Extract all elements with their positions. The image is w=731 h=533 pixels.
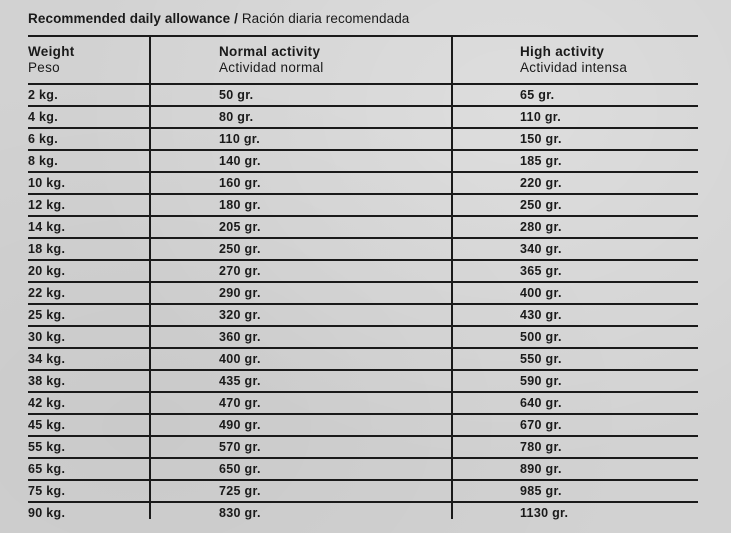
cell-normal-activity: 250 gr. (219, 242, 261, 256)
table-row (28, 261, 698, 283)
table-row (28, 195, 698, 217)
cell-normal-activity: 490 gr. (219, 418, 261, 432)
table-row (28, 415, 698, 437)
table-row (28, 129, 698, 151)
cell-normal-activity: 360 gr. (219, 330, 261, 344)
table-header (28, 37, 698, 85)
cell-weight: 90 kg. (28, 506, 66, 520)
table-row (28, 283, 698, 305)
cell-high-activity: 400 gr. (520, 286, 562, 300)
cell-weight: 18 kg. (28, 242, 66, 256)
table-row (28, 173, 698, 195)
header-weight (28, 44, 75, 76)
cell-weight: 8 kg. (28, 154, 58, 168)
table-title-english: Recommended daily allowance / (28, 11, 238, 26)
cell-high-activity: 550 gr. (520, 352, 562, 366)
cell-high-activity: 185 gr. (520, 154, 562, 168)
cell-normal-activity: 470 gr. (219, 396, 261, 410)
table-title (28, 11, 409, 26)
header-normal-activity (219, 44, 324, 76)
header-normal-english: Normal activity (219, 44, 321, 59)
table-body (28, 85, 698, 523)
cell-high-activity: 65 gr. (520, 88, 555, 102)
cell-weight: 30 kg. (28, 330, 66, 344)
header-high-english: High activity (520, 44, 605, 59)
table-row (28, 437, 698, 459)
table-row (28, 327, 698, 349)
table-row (28, 151, 698, 173)
table-row (28, 459, 698, 481)
cell-normal-activity: 80 gr. (219, 110, 254, 124)
table-row (28, 371, 698, 393)
table-row (28, 217, 698, 239)
cell-weight: 75 kg. (28, 484, 66, 498)
cell-high-activity: 780 gr. (520, 440, 562, 454)
cell-high-activity: 365 gr. (520, 264, 562, 278)
cell-weight: 10 kg. (28, 176, 66, 190)
cell-normal-activity: 725 gr. (219, 484, 261, 498)
cell-weight: 22 kg. (28, 286, 66, 300)
cell-high-activity: 640 gr. (520, 396, 562, 410)
header-high-activity (520, 44, 627, 76)
cell-high-activity: 220 gr. (520, 176, 562, 190)
table-row (28, 239, 698, 261)
table-row (28, 107, 698, 129)
cell-weight: 6 kg. (28, 132, 58, 146)
cell-high-activity: 280 gr. (520, 220, 562, 234)
cell-normal-activity: 320 gr. (219, 308, 261, 322)
cell-high-activity: 430 gr. (520, 308, 562, 322)
cell-normal-activity: 110 gr. (219, 132, 261, 146)
cell-high-activity: 110 gr. (520, 110, 562, 124)
header-weight-spanish: Peso (28, 60, 60, 75)
cell-weight: 38 kg. (28, 374, 66, 388)
cell-weight: 4 kg. (28, 110, 58, 124)
cell-normal-activity: 400 gr. (219, 352, 261, 366)
cell-normal-activity: 270 gr. (219, 264, 261, 278)
cell-normal-activity: 180 gr. (219, 198, 261, 212)
allowance-table (28, 35, 698, 523)
header-weight-english: Weight (28, 44, 75, 59)
table-row (28, 349, 698, 371)
cell-weight: 12 kg. (28, 198, 66, 212)
table-row (28, 305, 698, 327)
cell-weight: 42 kg. (28, 396, 66, 410)
cell-normal-activity: 205 gr. (219, 220, 261, 234)
cell-weight: 14 kg. (28, 220, 66, 234)
table-row (28, 85, 698, 107)
cell-weight: 20 kg. (28, 264, 66, 278)
table-row (28, 503, 698, 523)
cell-normal-activity: 650 gr. (219, 462, 261, 476)
table-title-spanish: Ración diaria recomendada (237, 11, 410, 26)
cell-high-activity: 1130 gr. (520, 506, 569, 520)
cell-high-activity: 590 gr. (520, 374, 562, 388)
cell-normal-activity: 160 gr. (219, 176, 261, 190)
cell-high-activity: 985 gr. (520, 484, 562, 498)
cell-weight: 2 kg. (28, 88, 58, 102)
cell-high-activity: 500 gr. (520, 330, 562, 344)
table-row (28, 393, 698, 415)
cell-high-activity: 150 gr. (520, 132, 562, 146)
header-high-spanish: Actividad intensa (520, 60, 628, 75)
cell-normal-activity: 290 gr. (219, 286, 261, 300)
cell-weight: 45 kg. (28, 418, 66, 432)
cell-weight: 55 kg. (28, 440, 66, 454)
cell-normal-activity: 570 gr. (219, 440, 261, 454)
cell-normal-activity: 830 gr. (219, 506, 261, 520)
cell-high-activity: 890 gr. (520, 462, 562, 476)
cell-weight: 25 kg. (28, 308, 66, 322)
table-row (28, 481, 698, 503)
cell-high-activity: 670 gr. (520, 418, 562, 432)
cell-normal-activity: 50 gr. (219, 88, 254, 102)
cell-normal-activity: 435 gr. (219, 374, 261, 388)
cell-weight: 65 kg. (28, 462, 66, 476)
cell-high-activity: 340 gr. (520, 242, 562, 256)
header-normal-spanish: Actividad normal (219, 60, 324, 75)
cell-normal-activity: 140 gr. (219, 154, 261, 168)
cell-high-activity: 250 gr. (520, 198, 562, 212)
cell-weight: 34 kg. (28, 352, 66, 366)
